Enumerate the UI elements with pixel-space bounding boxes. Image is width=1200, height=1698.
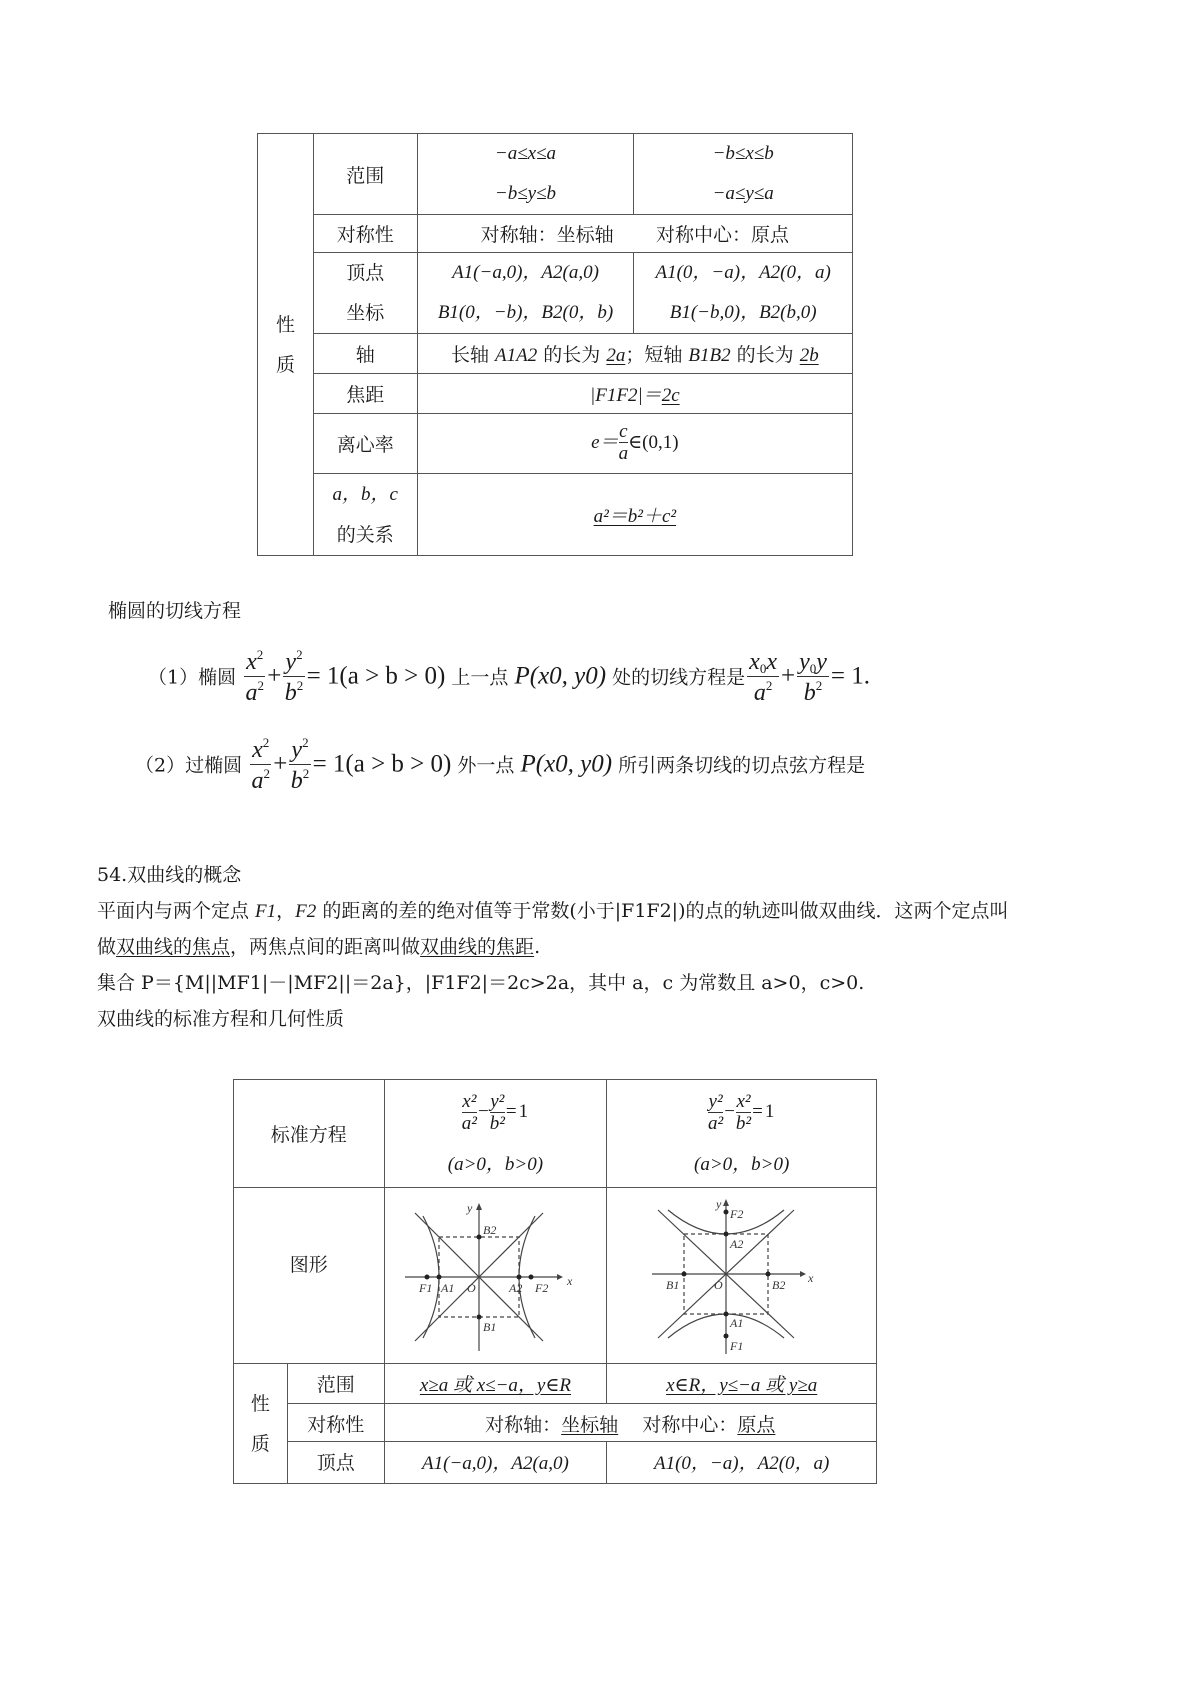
- equation-horizontal: [462, 1092, 529, 1135]
- hyperbola-horizontal-figure: [405, 1196, 585, 1356]
- range-col1-y: −b≤y≤b: [494, 183, 557, 204]
- vertex-a1-dot: [437, 1274, 442, 1279]
- row-label-range: 范围: [287, 1364, 384, 1404]
- ellipse-condition: = 1(a > b > 0): [312, 750, 452, 778]
- range-col2: [607, 1364, 877, 1404]
- item1-prefix: （1）椭圆: [148, 666, 237, 689]
- label-b2: B2: [771, 1277, 786, 1292]
- label-o: O: [713, 1277, 723, 1292]
- major-length: 2a: [606, 345, 626, 366]
- vertex-col1-a: A1(−a,0)，A2(a,0): [452, 262, 599, 283]
- focus-f1-dot: [723, 1333, 728, 1338]
- label-b1: B1: [483, 1319, 497, 1334]
- focus-f2-dot: [723, 1209, 728, 1214]
- def-text: ，: [276, 900, 296, 922]
- label-a2: A2: [729, 1236, 744, 1251]
- row-label-relation: [313, 474, 417, 556]
- y-axis-arrow: [723, 1199, 729, 1206]
- group-label-char-2: 质: [275, 353, 295, 376]
- frac-x2-a2: $\frac{x^2}{a^2}$: [251, 735, 270, 794]
- item2-suffix: 所引两条切线的切点弦方程是: [618, 754, 866, 777]
- cond-col2: (a>0，b>0): [694, 1153, 790, 1175]
- figure-label: [234, 1188, 385, 1364]
- axis-text: 的长为: [537, 344, 607, 366]
- frac-x0x-a2: $\frac{x_0x}{a^2}$: [749, 649, 777, 706]
- std-eq-col1: [384, 1080, 607, 1188]
- vertex-col1: [417, 253, 634, 334]
- range-col2-y: −a≤y≤a: [712, 183, 774, 204]
- label-a1: A1: [441, 1280, 455, 1295]
- symmetry-prefix: 对称轴：: [485, 1414, 562, 1436]
- equation-fraction: $\frac{\text{x²}}{\text{b²}}$: [735, 1090, 752, 1134]
- row-label-symmetry: 对称性: [287, 1404, 384, 1442]
- group-label-char-1: 性: [250, 1392, 270, 1415]
- vertex-col1: A1(−a,0)，A2(a,0): [384, 1442, 607, 1484]
- symmetry-axis: 对称轴：坐标轴: [480, 224, 614, 246]
- e-label: e＝: [591, 431, 619, 453]
- label-b2: B2: [483, 1222, 497, 1237]
- point-p: P(x0, y0): [514, 662, 607, 690]
- focal-prefix: |F1F2|＝: [590, 385, 662, 406]
- equation-fraction: $\frac{\text{y²}}{\text{b²}}$: [489, 1090, 505, 1134]
- vertex-label-2: 坐标: [346, 302, 385, 324]
- focal-value: [417, 374, 852, 414]
- f2: F2: [295, 901, 317, 922]
- equation-symbol: 1: [518, 1101, 529, 1123]
- abc-relation: a²＝b²＋c²: [593, 506, 677, 527]
- axis-text: 长轴: [450, 344, 496, 366]
- y-axis-arrow: [476, 1203, 482, 1210]
- axis-text: 的长为: [730, 344, 800, 366]
- frac-x2-a2: $\frac{x^2}{a^2}$: [245, 647, 264, 706]
- range-col2-x: −b≤x≤b: [712, 143, 774, 164]
- def-text: ，两焦点间的距离叫做: [230, 936, 421, 958]
- tangent-item-1: （1）椭圆 $\frac{x^2}{a^2}$ + $\frac{y^2}{b^2}$ = 1(a > b > 0) 上一点 P(x0, y0) 处的切线方程是 $\frac{x_0x}{a^2}$ + $\frac{y_0y}{b^2}$ = 1.: [148, 648, 870, 709]
- focus-f2-dot: [529, 1274, 534, 1279]
- term-foci: 双曲线的焦点: [116, 936, 231, 958]
- equation-fraction: $\frac{\text{x²}}{\text{a²}}$: [461, 1090, 477, 1134]
- label-y: y: [467, 1200, 473, 1215]
- tangent-item-2: （2）过椭圆 $\frac{x^2}{a^2}$ + $\frac{y^2}{b^2}$ = 1(a > b > 0) 外一点 P(x0, y0) 所引两条切线的切点弦方程是: [135, 736, 865, 797]
- point-p: P(x0, y0): [520, 750, 613, 778]
- row-label-eccentricity: 离心率: [313, 414, 417, 474]
- equation-symbol: =: [752, 1101, 763, 1123]
- group-label-properties: [258, 134, 314, 556]
- frac-y2-b2: $\frac{y^2}{b^2}$: [284, 647, 304, 706]
- label-a2: A2: [509, 1280, 523, 1295]
- group-label-char-2: 质: [250, 1432, 270, 1455]
- vertex-a2-dot: [517, 1274, 522, 1279]
- frac-num: c: [619, 421, 628, 442]
- tangent-heading: 椭圆的切线方程: [108, 600, 242, 622]
- group-label-properties: [234, 1364, 288, 1484]
- f1: F1: [255, 901, 277, 922]
- figure-horizontal-hyperbola: [384, 1188, 607, 1364]
- label-x: x: [807, 1270, 813, 1285]
- axis-text: ；短轴: [625, 344, 689, 366]
- relation-label-1: a，b，c: [332, 484, 398, 505]
- item2-mid: 外一点: [457, 754, 515, 777]
- label-a1: A1: [729, 1315, 744, 1330]
- vertex-col2: [634, 253, 853, 334]
- range-col1-x: −a≤x≤a: [494, 143, 557, 164]
- hyperbola-definition-line1: [97, 896, 1009, 923]
- range2-value: x∈R，y≤−a 或 y≥a: [666, 1375, 818, 1396]
- figure-label-text: 图形: [289, 1254, 328, 1276]
- def-text: 做: [97, 936, 117, 958]
- equation-vertical: [708, 1092, 775, 1135]
- ellipse-condition: = 1(a > b > 0): [306, 662, 446, 690]
- relation-value: [417, 474, 852, 556]
- axis-value: [417, 334, 852, 374]
- def-text: 的距离的差的绝对值等于常数(小于|F1F2|)的点的轨迹叫做双曲线．这两个定点叫: [316, 900, 1009, 922]
- item2-prefix: （2）过椭圆: [135, 754, 243, 777]
- vertex-b2-dot: [477, 1234, 482, 1239]
- range1-value: x≥a 或 x≤−a，y∈R: [419, 1375, 572, 1396]
- frac-y0y-b2: $\frac{y_0y}{b^2}$: [799, 649, 827, 706]
- vertex-col1-b: B1(0，−b)，B2(0，b): [437, 302, 614, 323]
- range-col1: [417, 134, 634, 215]
- ellipse-properties-table: [257, 133, 853, 556]
- label-o: O: [467, 1280, 477, 1295]
- eccentricity-fraction: [619, 422, 629, 465]
- range-col2: [634, 134, 853, 215]
- label-f1: F1: [729, 1338, 744, 1353]
- x-axis-arrow: [800, 1271, 806, 1277]
- minor-length: 2b: [799, 345, 819, 366]
- major-axis: A1A2: [495, 345, 538, 366]
- frac-den: a: [618, 443, 629, 464]
- label-f1: F1: [419, 1280, 433, 1295]
- row-label-axis: 轴: [313, 334, 417, 374]
- vertex-col2: A1(0，−a)，A2(0，a): [607, 1442, 877, 1484]
- cond-col1: (a>0，b>0): [447, 1153, 544, 1175]
- label-f2: F2: [729, 1206, 744, 1221]
- hyperbola-properties-table: [233, 1079, 877, 1484]
- std-eq-label: 标准方程: [234, 1080, 385, 1188]
- focus-f1-dot: [425, 1274, 430, 1279]
- e-range: ∈(0,1): [628, 431, 679, 453]
- symmetry-center: 原点: [737, 1414, 776, 1436]
- item1-mid: 上一点: [451, 666, 509, 689]
- focal-distance: 2c: [661, 385, 680, 406]
- vertex-a1-dot: [723, 1311, 728, 1316]
- symmetry-center: 对称中心：原点: [655, 224, 789, 246]
- group-label-char-1: 性: [275, 313, 295, 336]
- hyperbola-definition-line2: [97, 932, 540, 959]
- section-heading-54: 54.双曲线的概念: [97, 864, 242, 886]
- row-label-range: 范围: [313, 134, 417, 215]
- label-x: x: [567, 1273, 573, 1288]
- equation-symbol: 1: [764, 1101, 775, 1123]
- vertex-b2-dot: [765, 1271, 770, 1276]
- figure-vertical-hyperbola: [607, 1188, 877, 1364]
- vertex-col2-a: A1(0，−a)，A2(0，a): [655, 262, 831, 283]
- row-label-vertex: [313, 253, 417, 334]
- def-text: 平面内与两个定点: [97, 900, 256, 922]
- equation-symbol: −: [724, 1101, 735, 1123]
- frac-y2-b2: $\frac{y^2}{b^2}$: [290, 735, 310, 794]
- x-axis-arrow: [557, 1274, 563, 1280]
- symmetry-axis: 坐标轴: [561, 1414, 619, 1436]
- label-f2: F2: [535, 1280, 549, 1295]
- equation-fraction: $\frac{\text{y²}}{\text{a²}}$: [708, 1090, 724, 1134]
- minor-axis: B1B2: [688, 345, 731, 366]
- hyperbola-set-definition: 集合 P＝{M||MF1|－|MF2||＝2a}，|F1F2|＝2c>2a，其中 a，c 为常数且 a>0，c>0.: [97, 972, 865, 994]
- symmetry-prefix: 对称中心：: [642, 1414, 738, 1436]
- def-text: .: [534, 936, 541, 958]
- hyperbola-table-heading: 双曲线的标准方程和几何性质: [97, 1008, 345, 1030]
- vertex-label-1: 顶点: [346, 262, 385, 284]
- symmetry-value: [417, 215, 852, 253]
- equation-symbol: −: [477, 1101, 489, 1123]
- hyperbola-vertical-figure: [652, 1196, 832, 1356]
- vertex-a2-dot: [723, 1231, 728, 1236]
- vertex-b1-dot: [477, 1314, 482, 1319]
- range-col1: [384, 1364, 607, 1404]
- relation-label-2: 的关系: [336, 524, 394, 546]
- row-label-vertex: 顶点: [287, 1442, 384, 1484]
- vertex-col2-b: B1(−b,0)，B2(b,0): [669, 302, 817, 323]
- eccentricity-value: [417, 414, 852, 474]
- term-focal-distance: 双曲线的焦距: [420, 936, 535, 958]
- equation-symbol: =: [505, 1101, 517, 1123]
- item1-suffix: 处的切线方程是: [612, 666, 746, 689]
- std-eq-col2: [607, 1080, 877, 1188]
- label-b1: B1: [665, 1277, 680, 1292]
- row-label-focal: 焦距: [313, 374, 417, 414]
- result-tail: = 1.: [830, 662, 870, 690]
- symmetry-value: [384, 1404, 876, 1442]
- label-y: y: [715, 1196, 721, 1211]
- vertex-b1-dot: [681, 1271, 686, 1276]
- row-label-symmetry: 对称性: [313, 215, 417, 253]
